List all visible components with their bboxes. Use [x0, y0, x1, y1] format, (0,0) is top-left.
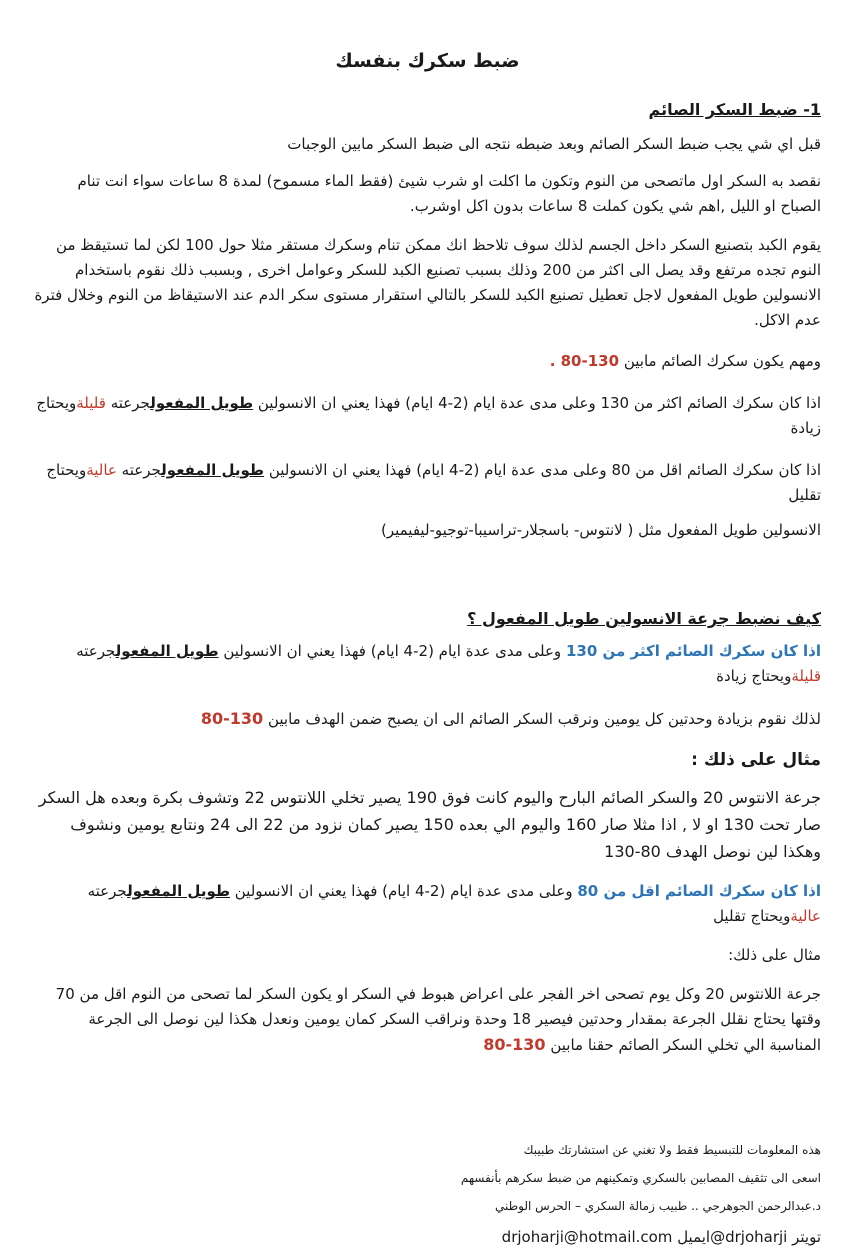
fasting-target-range: 130-80 .: [549, 352, 620, 370]
low-condition-label: اذا كان سكرك الصائم اقل من 80: [577, 882, 821, 900]
footer: [34, 1140, 821, 1248]
dose-label: جرعته: [110, 394, 151, 412]
example-2-text: [34, 982, 821, 1058]
page-title: ضبط سكرك بنفسك: [335, 50, 520, 72]
section1-heading: 1- ضبط السكر الصائم: [648, 100, 821, 119]
rule-text: وعلى مدى عدة ايام (2-4 ايام) فهذا يعني ان الانسولين: [234, 882, 573, 900]
example-heading: مثال على ذلك :: [691, 750, 821, 770]
section2-high-rule: [34, 639, 821, 689]
example-1-text: جرعة الانتوس 20 والسكر الصائم البارح واليوم كانت فوق 190 يصير تخلي اللانتوس 22 وتشوف بكرة وبعده هل السكر صار تحت 130 او لا , اذا مثلا صار 160 واليوم الي بعده 150 يصير كمان نزود من 22 الى 24 ونتابع يومين ونشوف وهكذا لين نوصل الهدف 80-130: [38, 788, 821, 861]
rule-text: وعلى مدى عدة ايام (2-4 ايام) فهذا يعني ان الانسولين: [223, 642, 562, 660]
author-line: د.عبدالرحمن الجوهرجي .. طبيب زمالة السكري – الحرس الوطني: [494, 1199, 821, 1213]
increase-instruction-text: لذلك نقوم بزيادة وحدتين كل يومين ونرقب السكر الصائم الى ان يصبح ضمن الهدف مابين: [267, 710, 821, 728]
section1-paragraph-3: يقوم الكبد بتصنيع السكر داخل الجسم لذلك سوف تلاحظ انك ممكن تنام وسكرك مستقر مثلا حول 100 لكن لما تستيقظ من النوم تجده مرتفع وقد يصل الى اكثر من 200 وذلك بسبب تصنيع الكبد للسكر وعوامل اخرى , وبسبب ذلك نقوم باستخدام الانسولين طويل المفعول لاجل تعطيل تصنيع الكبد للسكر بالتالي استقرار مستوى سكر الدم عند الاستيقاظ من النوم وخلال فترة عدم الاكل.: [34, 236, 821, 329]
target-range: 130-80: [200, 709, 264, 728]
high-fasting-rule: [34, 391, 821, 441]
contact-line: تويتر drjoharji@ايميل drjoharji@hotmail.com: [501, 1228, 821, 1246]
mission-statement: اسعى الى تثقيف المصابين بالسكري وتمكينهم من ضبط سكرهم بأنفسهم: [460, 1171, 821, 1185]
needs-decrease-label: ويحتاج تقليل: [46, 461, 821, 504]
dose-low-label: قليلة: [76, 394, 106, 412]
low-fasting-rule: [34, 458, 821, 508]
target-range: 130-80: [483, 1035, 546, 1054]
disclaimer: هذه المعلومات للتبسيط فقط ولا تغني عن استشارتك طبيبك: [523, 1143, 821, 1157]
example-2-heading: مثال على ذلك:: [728, 946, 821, 964]
needs-increase-label: ويحتاج زيادة: [36, 394, 821, 437]
insulin-type-label: طويل المفعول: [150, 394, 254, 412]
fasting-target-text: ومهم يكون سكرك الصائم مابين: [623, 352, 821, 370]
dose-low-label: قليلة: [791, 667, 821, 685]
dose-label: جرعته: [76, 642, 116, 660]
section2-heading: كيف نضبط جرعة الانسولين طويل المفعول ؟: [467, 609, 821, 628]
dose-label: جرعته: [121, 461, 162, 479]
dose-high-label: عالية: [86, 461, 117, 479]
increase-instruction: [34, 706, 821, 732]
fasting-target-line: [34, 349, 821, 374]
high-condition-label: اذا كان سكرك الصائم اكثر من 130: [565, 642, 821, 660]
rule-text: اذا كان سكرك الصائم اقل من 80 وعلى مدى عدة ايام (2-4 ايام) فهذا يعني ان الانسولين: [268, 461, 821, 479]
insulin-examples: الانسولين طويل المفعول مثل ( لانتوس- باسجلار-تراسيبا-توجيو-ليفيمير): [380, 521, 821, 539]
insulin-type-label: طويل المفعول: [115, 642, 219, 660]
needs-decrease-label: ويحتاج تقليل: [713, 907, 791, 925]
dose-high-label: عالية: [790, 907, 821, 925]
dose-label: جرعته: [87, 882, 128, 900]
example-2-body: جرعة اللانتوس 20 وكل يوم تصحى اخر الفجر على اعراض هبوط في السكر او يكون السكر لما تصحى من النوم اقل من 70 وقتها يحتاج نقلل الجرعة بمقدار وحدتين فيصير 18 وحدة ونراقب السكر كمان يومين ونعدل هكذا لين نوصل الى الجرعة المناسبة الي تخلي السكر الصائم حقنا مابين: [55, 985, 821, 1054]
section2-low-rule: [34, 879, 821, 929]
section1-paragraph-1: قبل اي شي يجب ضبط السكر الصائم وبعد ضبطه نتجه الى ضبط السكر مابين الوجبات: [287, 135, 821, 153]
rule-text: اذا كان سكرك الصائم اكثر من 130 وعلى مدى عدة ايام (2-4 ايام) فهذا يعني ان الانسولين: [257, 394, 821, 412]
insulin-type-label: طويل المفعول: [127, 882, 230, 900]
needs-increase-label: ويحتاج زيادة: [716, 667, 792, 685]
section1-paragraph-2: نقصد به السكر اول ماتصحى من النوم وتكون ما اكلت او شرب شيئ (فقط الماء مسموح) لمدة 8 ساعات سواء انت تنام الصباح او الليل ,اهم شي يكون كملت 8 ساعات بدون اكل اوشرب.: [77, 172, 821, 215]
insulin-type-label: طويل المفعول: [161, 461, 265, 479]
